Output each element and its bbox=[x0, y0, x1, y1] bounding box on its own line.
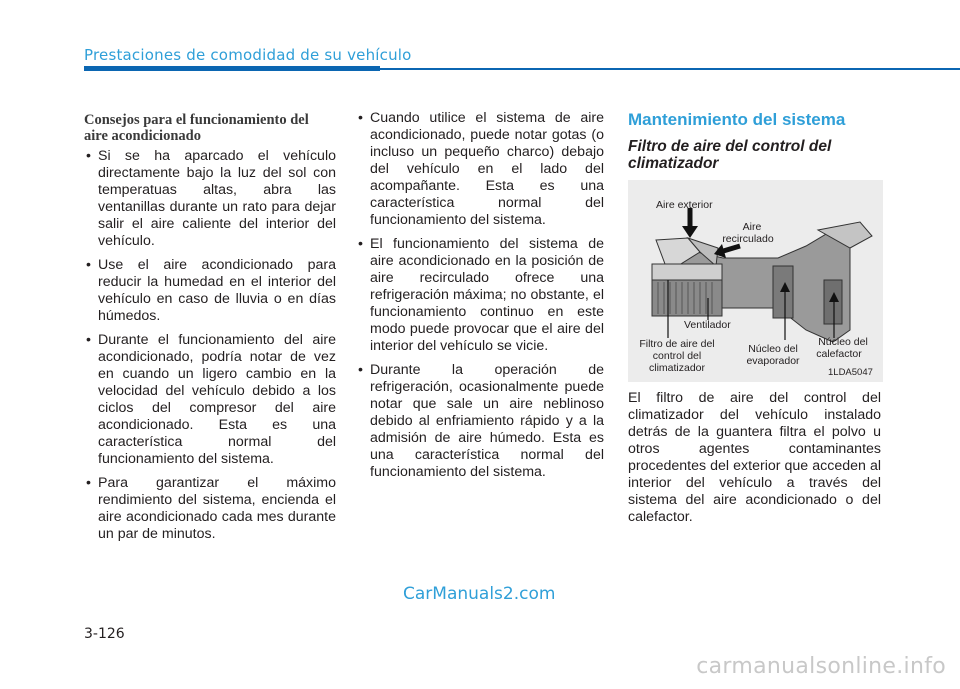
label-evaporator-1: Núcleo del bbox=[748, 343, 798, 355]
header-bar-thin bbox=[380, 68, 960, 70]
label-recirc-air-2: recirculado bbox=[722, 233, 774, 245]
header-bar-thick bbox=[84, 66, 380, 71]
label-filter-3: climatizador bbox=[648, 362, 706, 374]
section-header-title: Prestaciones de comodidad de su vehículo bbox=[84, 46, 412, 64]
filter-subtitle: Filtro de aire del control del climatizador bbox=[628, 138, 832, 172]
column-middle bbox=[356, 110, 604, 488]
label-heater-2: calefactor bbox=[816, 348, 862, 360]
tips-list-continued bbox=[356, 110, 604, 481]
label-fan: Ventilador bbox=[684, 319, 731, 331]
tips-subheading: Consejos para el funcionamiento del aire acondicionado bbox=[84, 112, 309, 144]
label-filter-1: Filtro de aire del bbox=[639, 338, 715, 350]
list-item-text: Durante la operación de refrigeración, ocasionalmente puede notar que sale un aire neblinoso debido al enfriamiento rápido y a la admisión de aire húmedo. Esta es una característica normal del funcionamiento del sistema. bbox=[370, 362, 604, 480]
label-outside-air: Aire exterior bbox=[656, 199, 713, 211]
list-item: • Para garantizar el máximo rendimiento del sistema, encienda el aire acondicionado cada mes durante un par de minutos. bbox=[86, 475, 336, 542]
list-item-text: Durante el funcionamiento del aire acondicionado, podría notar de vez en cuando un ligero cambio en la velocidad del vehículo debido a los ciclos del compresor del aire acondicionado. Esta es una característica normal del funcionamiento del sistema. bbox=[98, 332, 336, 467]
list-item: • Si se ha aparcado el vehículo directamente bajo la luz del sol con temperatuas altas, abra las ventanillas durante un rato para dejar salir el aire caliente del interior del vehículo. bbox=[86, 148, 336, 249]
list-item-text: Para garantizar el máximo rendimiento del sistema, encienda el aire acondicionado cada mes durante un par de minutos. bbox=[98, 475, 336, 542]
maintenance-title: Mantenimiento del sistema bbox=[628, 110, 846, 129]
list-item: • Cuando utilice el sistema de aire acondicionado, puede notar gotas (o incluso un pequeño charco) debajo del vehículo en el lado del acompañante. Esta es una característica normal del funcionamiento del sistema. bbox=[358, 110, 604, 228]
label-filter-2: control del bbox=[652, 350, 702, 362]
carmanuals-watermark: CarManuals2.com bbox=[403, 584, 556, 604]
site-watermark: carmanualsonline.info bbox=[696, 654, 946, 679]
list-item-text: Si se ha aparcado el vehículo directamente bajo la luz del sol con temperatuas altas, abra las ventanillas durante un rato para dejar salir el aire caliente del interior del vehículo. bbox=[98, 148, 336, 249]
list-item: • Durante la operación de refrigeración, ocasionalmente puede notar que sale un aire neblinoso debido al enfriamiento rápido y a la admisión de aire húmedo. Esta es una característica normal del funcionamiento del sistema. bbox=[358, 362, 604, 480]
figure-code: 1LDA5047 bbox=[828, 367, 873, 378]
list-item: • Use el aire acondicionado para reducir la humedad en el interior del vehículo en caso de lluvia o en días húmedos. bbox=[86, 257, 336, 324]
label-evaporator-2: evaporador bbox=[746, 355, 800, 367]
column-left bbox=[84, 112, 336, 550]
label-recirc-air-1: Aire bbox=[742, 221, 762, 233]
list-item-text: Cuando utilice el sistema de aire acondicionado, puede notar gotas (o incluso un pequeño charco) debajo del vehículo en el lado del acompañante. Esta es una característica normal del funcionamiento del sistema. bbox=[370, 110, 604, 228]
filter-diagram bbox=[628, 180, 883, 382]
column-right bbox=[626, 110, 881, 526]
list-item: • Durante el funcionamiento del aire acondicionado, podría notar de vez en cuando un ligero cambio en la velocidad del vehículo debido a los ciclos del compresor del aire acondicionado. Esta es una característica normal del funcionamiento del sistema. bbox=[86, 332, 336, 467]
label-heater-1: Núcleo del bbox=[818, 336, 868, 348]
tips-list bbox=[84, 148, 336, 543]
list-item: • El funcionamiento del sistema de aire acondicionado en la posición de aire recirculado ofrece una refrigeración máxima; no obstante, el funcionamiento continuo en este modo puede provocar que el aire del interior del vehículo se vicie. bbox=[358, 236, 604, 354]
page-number: 3-126 bbox=[84, 626, 125, 642]
filter-description: El filtro de aire del control del climatizador del vehículo instalado detrás de la guantera filtra el polvo u otros agentes contaminantes procedentes del exterior que acceden al interior del vehículo a través del sistema del aire acondicionado o del calefactor. bbox=[628, 390, 881, 525]
list-item-text: El funcionamiento del sistema de aire acondicionado en la posición de aire recirculado ofrece una refrigeración máxima; no obstante, el funcionamiento continuo en este modo puede provocar que el aire del interior del vehículo se vicie. bbox=[370, 236, 604, 354]
list-item-text: Use el aire acondicionado para reducir la humedad en el interior del vehículo en caso de lluvia o en días húmedos. bbox=[98, 257, 336, 324]
